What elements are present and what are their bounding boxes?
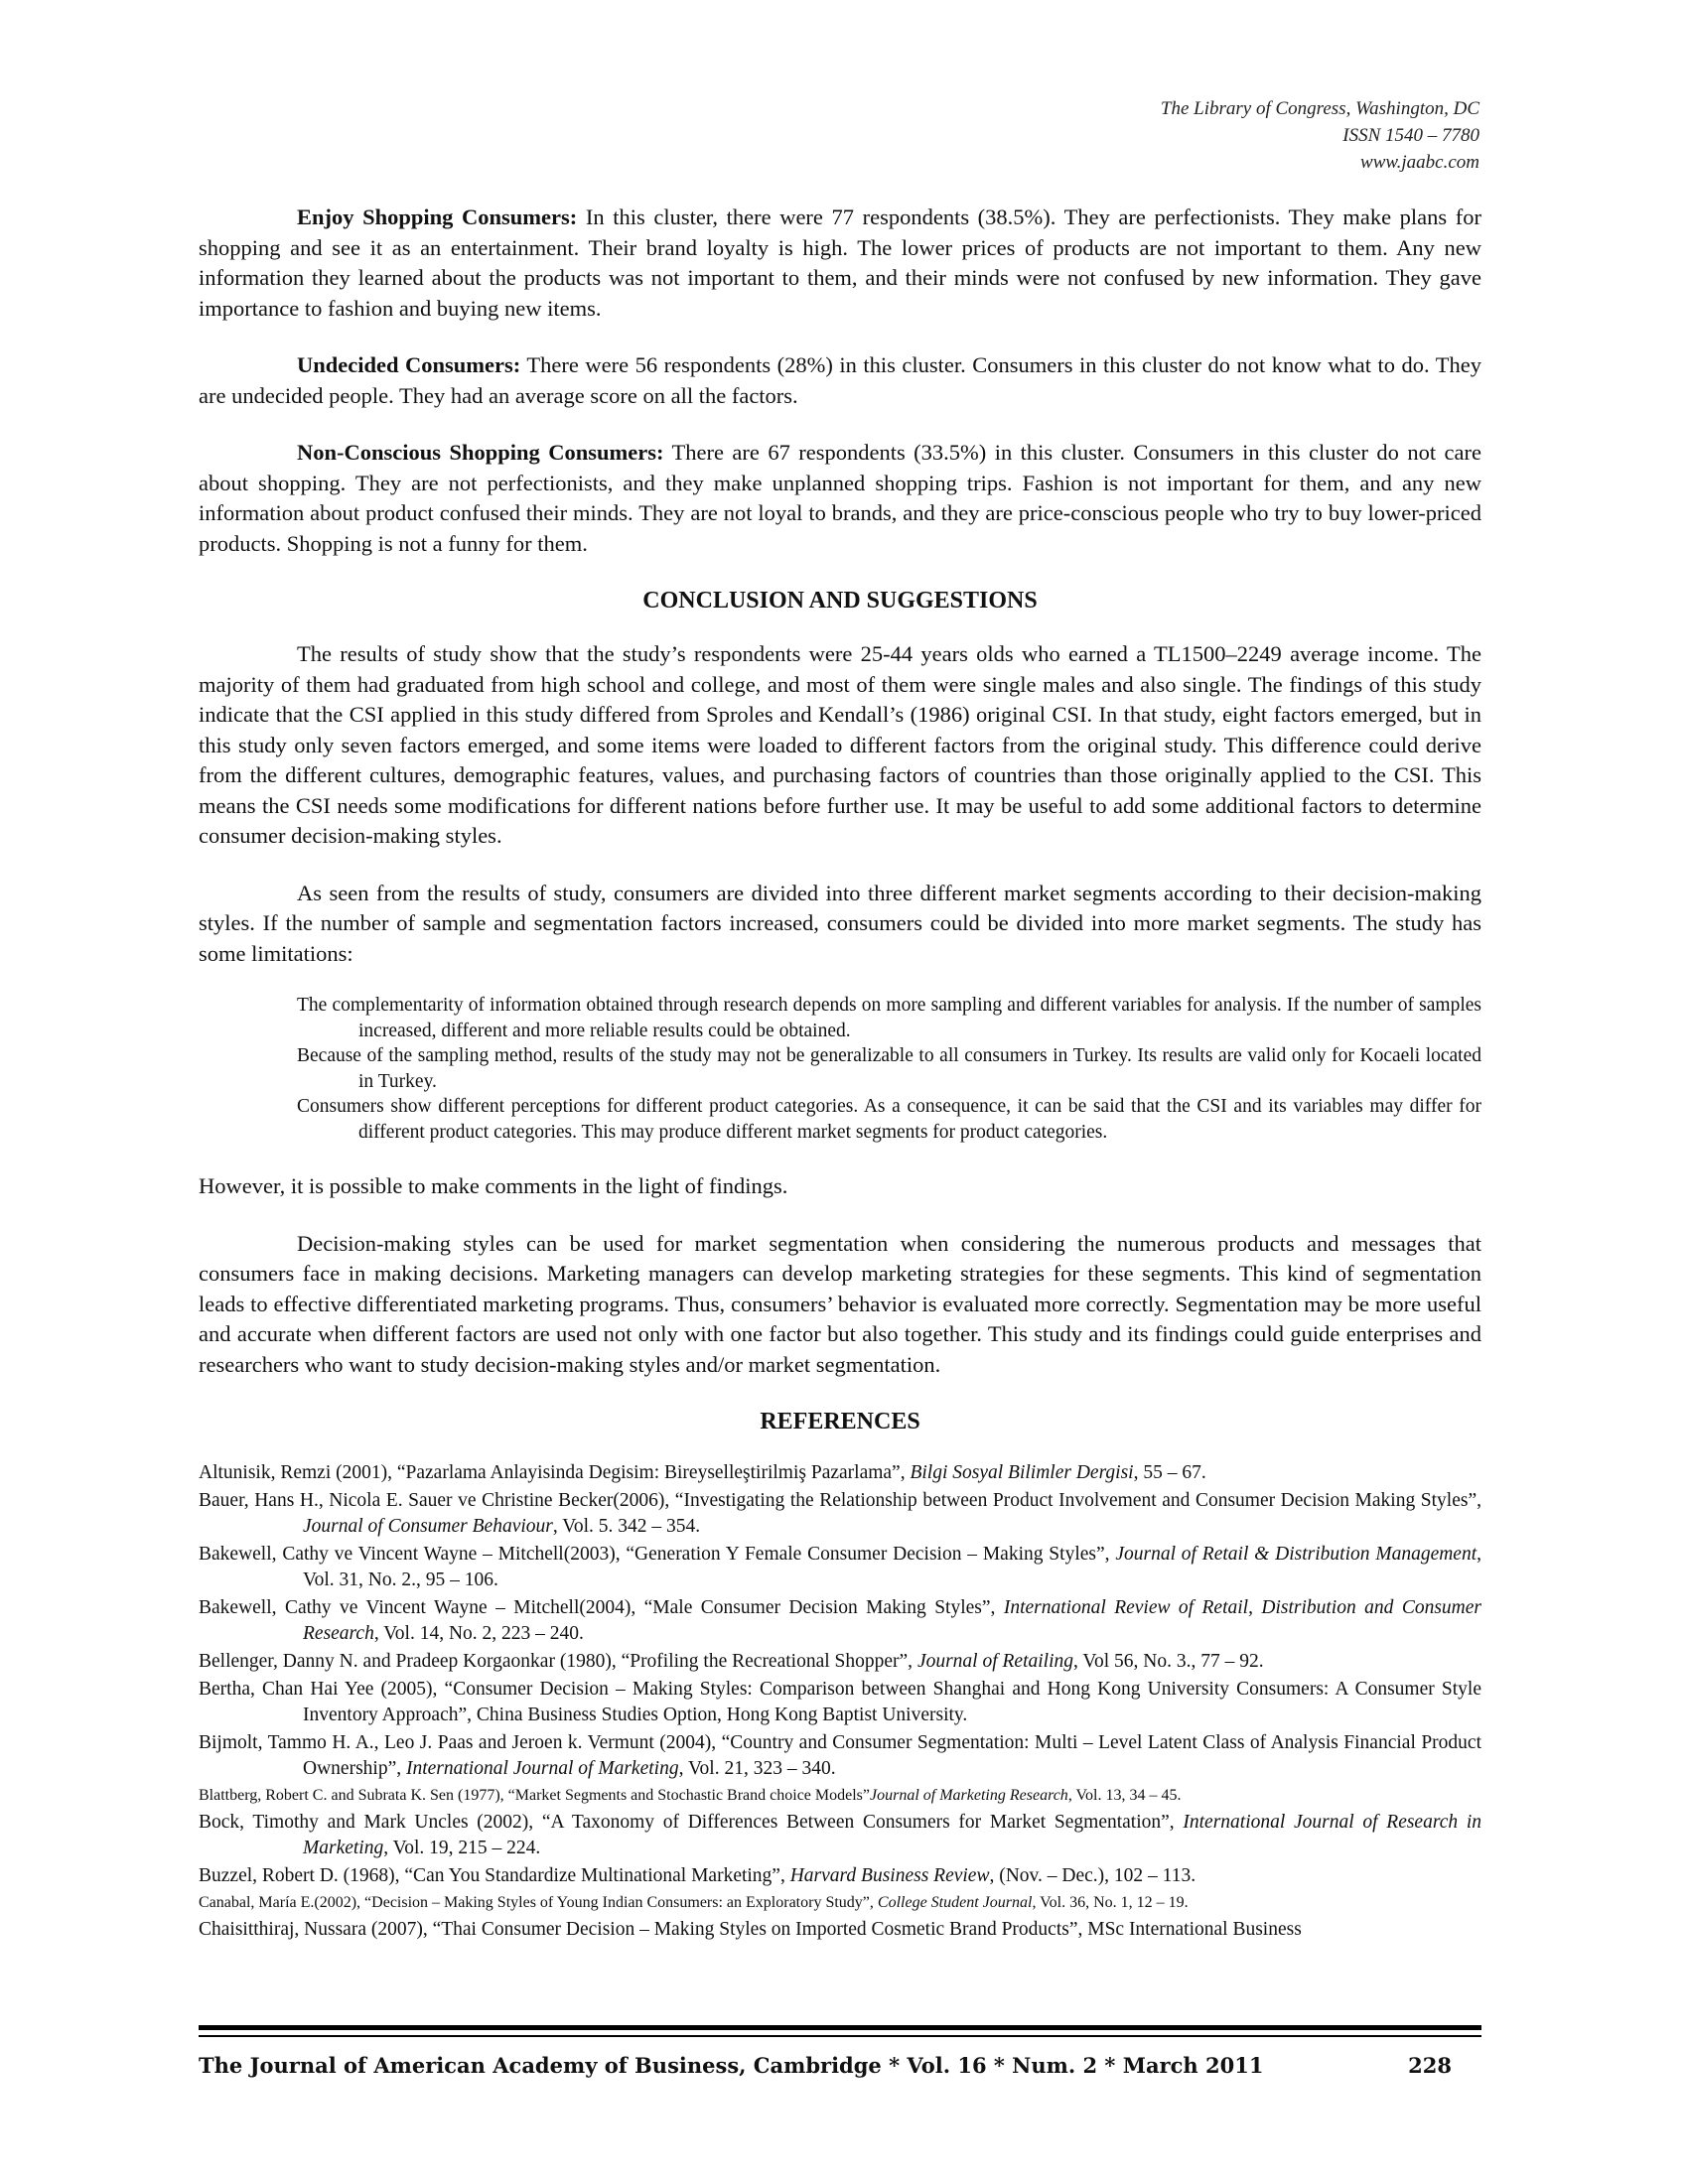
cluster-paragraph (199, 438, 1481, 559)
conclusion-paragraph: The results of study show that the study’s respondents were 25-44 years olds who earned a TL1500–2249 average income. The majority of them had graduated from high school and college, and most of them were single males and also single. The findings of this study indicate that the CSI applied in this study differed from Sproles and Kendall’s (1986) original CSI. In that study, eight factors emerged, but in this study only seven factors emerged, and some items were loaded to different factors from the original study. This difference could derive from the different cultures, demographic features, values, and purchasing factors of countries than those originally applied to the CSI. This means the CSI needs some modifications for different nations before further use. It may be useful to add some additional factors to determine consumer decision-making styles. (199, 641, 1481, 848)
cluster-paragraph (199, 203, 1481, 324)
reference-item: Bakewell, Cathy ve Vincent Wayne – Mitchell(2003), “Generation Y Female Consumer Decision – Making Styles”, Journal of Retail & Distribution Management, Vol. 31, No. 2., 95 – 106. (199, 1544, 1481, 1590)
limitation-item: Because of the sampling method, results of the study may not be generalizable to all consumers in Turkey. Its results are valid only for Kocaeli located in Turkey. (297, 1045, 1481, 1092)
cluster-lead: Non-Conscious Shopping Consumers: (297, 440, 664, 465)
reference-item: Bellenger, Danny N. and Pradeep Korgaonkar (1980), “Profiling the Recreational Shopper”, Journal of Retailing, Vol 56, No. 3., 77 – 92. (199, 1651, 1264, 1672)
conclusion-paragraph: However, it is possible to make comments in the light of findings. (199, 1173, 788, 1198)
reference-item: Altunisik, Remzi (2001), “Pazarlama Anlayisinda Degisim: Bireyselleştirilmiş Pazarlama”, Bilgi Sosyal Bilimler Dergisi, 55 – 67. (199, 1462, 1206, 1483)
reference-item: Bauer, Hans H., Nicola E. Sauer ve Christine Becker(2006), “Investigating the Relationship between Product Involvement and Consumer Decision Making Styles”, Journal of Consumer Behaviour, Vol. 5. 342 – 354. (199, 1490, 1481, 1537)
references-heading: REFERENCES (760, 1409, 920, 1434)
cluster-paragraph (199, 350, 1481, 411)
cluster-text: There were 56 respondents (28%) in this cluster. Consumers in this cluster do not know what to do. They are undecided people. They had an average score on all the factors. (199, 352, 1482, 408)
cluster-text: There are 67 respondents (33.5%) in this cluster. Consumers in this cluster do not care about shopping. They are not perfectionists, and they make unplanned shopping trips. Fashion is not important for them, and any new information about product confused their minds. They are not loyal to brands, and they are price-conscious people who try to buy lower-priced products. Shopping is not a funny for them. (199, 440, 1481, 556)
conclusion-paragraph: Decision-making styles can be used for market segmentation when considering the numerous products and messages that consumers face in making decisions. Marketing managers can develop marketing strategies for these segments. This kind of segmentation leads to effective differentiated marketing programs. Thus, consumers’ behavior is evaluated more correctly. Segmentation may be more useful and accurate when different factors are used not only with one factor but also together. This study and its findings could guide enterprises and researchers who want to study decision-making styles and/or market segmentation. (199, 1230, 1481, 1377)
limitation-item: Consumers show different perceptions for different product categories. As a consequence, it can be said that the CSI and its variables may differ for different product categories. This may produce different market segments for product categories. (297, 1096, 1481, 1143)
footer-journal-citation: The Journal of American Academy of Business, Cambridge * Vol. 16 * Num. 2 * March 2011 (199, 2053, 1264, 2078)
footer-rule-thick (199, 2025, 1481, 2030)
header-publisher: The Library of Congress, Washington, DC (1160, 98, 1479, 119)
page-number: 228 (1408, 2053, 1452, 2078)
reference-item: Bock, Timothy and Mark Uncles (2002), “A Taxonomy of Differences Between Consumers for Market Segmentation”, International Journal of Research in Marketing, Vol. 19, 215 – 224. (199, 1812, 1481, 1858)
conclusion-paragraph: As seen from the results of study, consumers are divided into three different market segments according to their decision-making styles. If the number of sample and segmentation factors increased, consumers could be divided into more market segments. The study has some limitations: (199, 880, 1481, 966)
reference-item: Blattberg, Robert C. and Subrata K. Sen (1977), “Market Segments and Stochastic Brand choice Models”Journal of Marketing Research, Vol. 13, 34 – 45. (199, 1787, 1182, 1804)
reference-item: Chaisitthiraj, Nussara (2007), “Thai Consumer Decision – Making Styles on Imported Cosmetic Brand Products”, MSc International Business (199, 1919, 1302, 1940)
cluster-lead: Enjoy Shopping Consumers: (297, 205, 578, 229)
reference-item: Bijmolt, Tammo H. A., Leo J. Paas and Jeroen k. Vermunt (2004), “Country and Consumer Segmentation: Multi – Level Latent Class of Analysis Financial Product Ownership”, International Journal of Marketing, Vol. 21, 323 – 340. (199, 1732, 1481, 1779)
reference-item: Buzzel, Robert D. (1968), “Can You Standardize Multinational Marketing”, Harvard Business Review, (Nov. – Dec.), 102 – 113. (199, 1865, 1196, 1886)
limitation-item: The complementarity of information obtained through research depends on more sampling and different variables for analysis. If the number of samples increased, different and more reliable results could be obtained. (297, 995, 1481, 1041)
reference-item: Bakewell, Cathy ve Vincent Wayne – Mitchell(2004), “Male Consumer Decision Making Styles”, International Review of Retail, Distribution and Consumer Research, Vol. 14, No. 2, 223 – 240. (199, 1597, 1481, 1644)
reference-list (199, 1460, 1481, 1943)
header-website: www.jaabc.com (1360, 152, 1479, 173)
footer-rule-thin (199, 2035, 1481, 2037)
reference-item: Bertha, Chan Hai Yee (2005), “Consumer Decision – Making Styles: Comparison between Shanghai and Hong Kong University Consumers: A Consumer Style Inventory Approach”, China Business Studies Option, Hong Kong Baptist University. (199, 1679, 1481, 1725)
article-body (199, 203, 1481, 1945)
running-header (1161, 95, 1479, 176)
cluster-lead: Undecided Consumers: (297, 352, 521, 377)
header-issn: ISSN 1540 – 7780 (1342, 125, 1479, 146)
reference-item: Canabal, María E.(2002), “Decision – Making Styles of Young Indian Consumers: an Exploratory Study”, College Student Journal, Vol. 36, No. 1, 12 – 19. (199, 1894, 1189, 1911)
conclusion-heading: CONCLUSION AND SUGGESTIONS (642, 588, 1038, 614)
cluster-text: In this cluster, there were 77 respondents (38.5%). They are perfectionists. They make plans for shopping and see it as an entertainment. Their brand loyalty is high. The lower prices of products are not important to them. Any new information they learned about the products was not important to them, and their minds were not confused by new information. They gave importance to fashion and buying new items. (199, 205, 1481, 321)
limitations-list (199, 993, 1481, 1145)
